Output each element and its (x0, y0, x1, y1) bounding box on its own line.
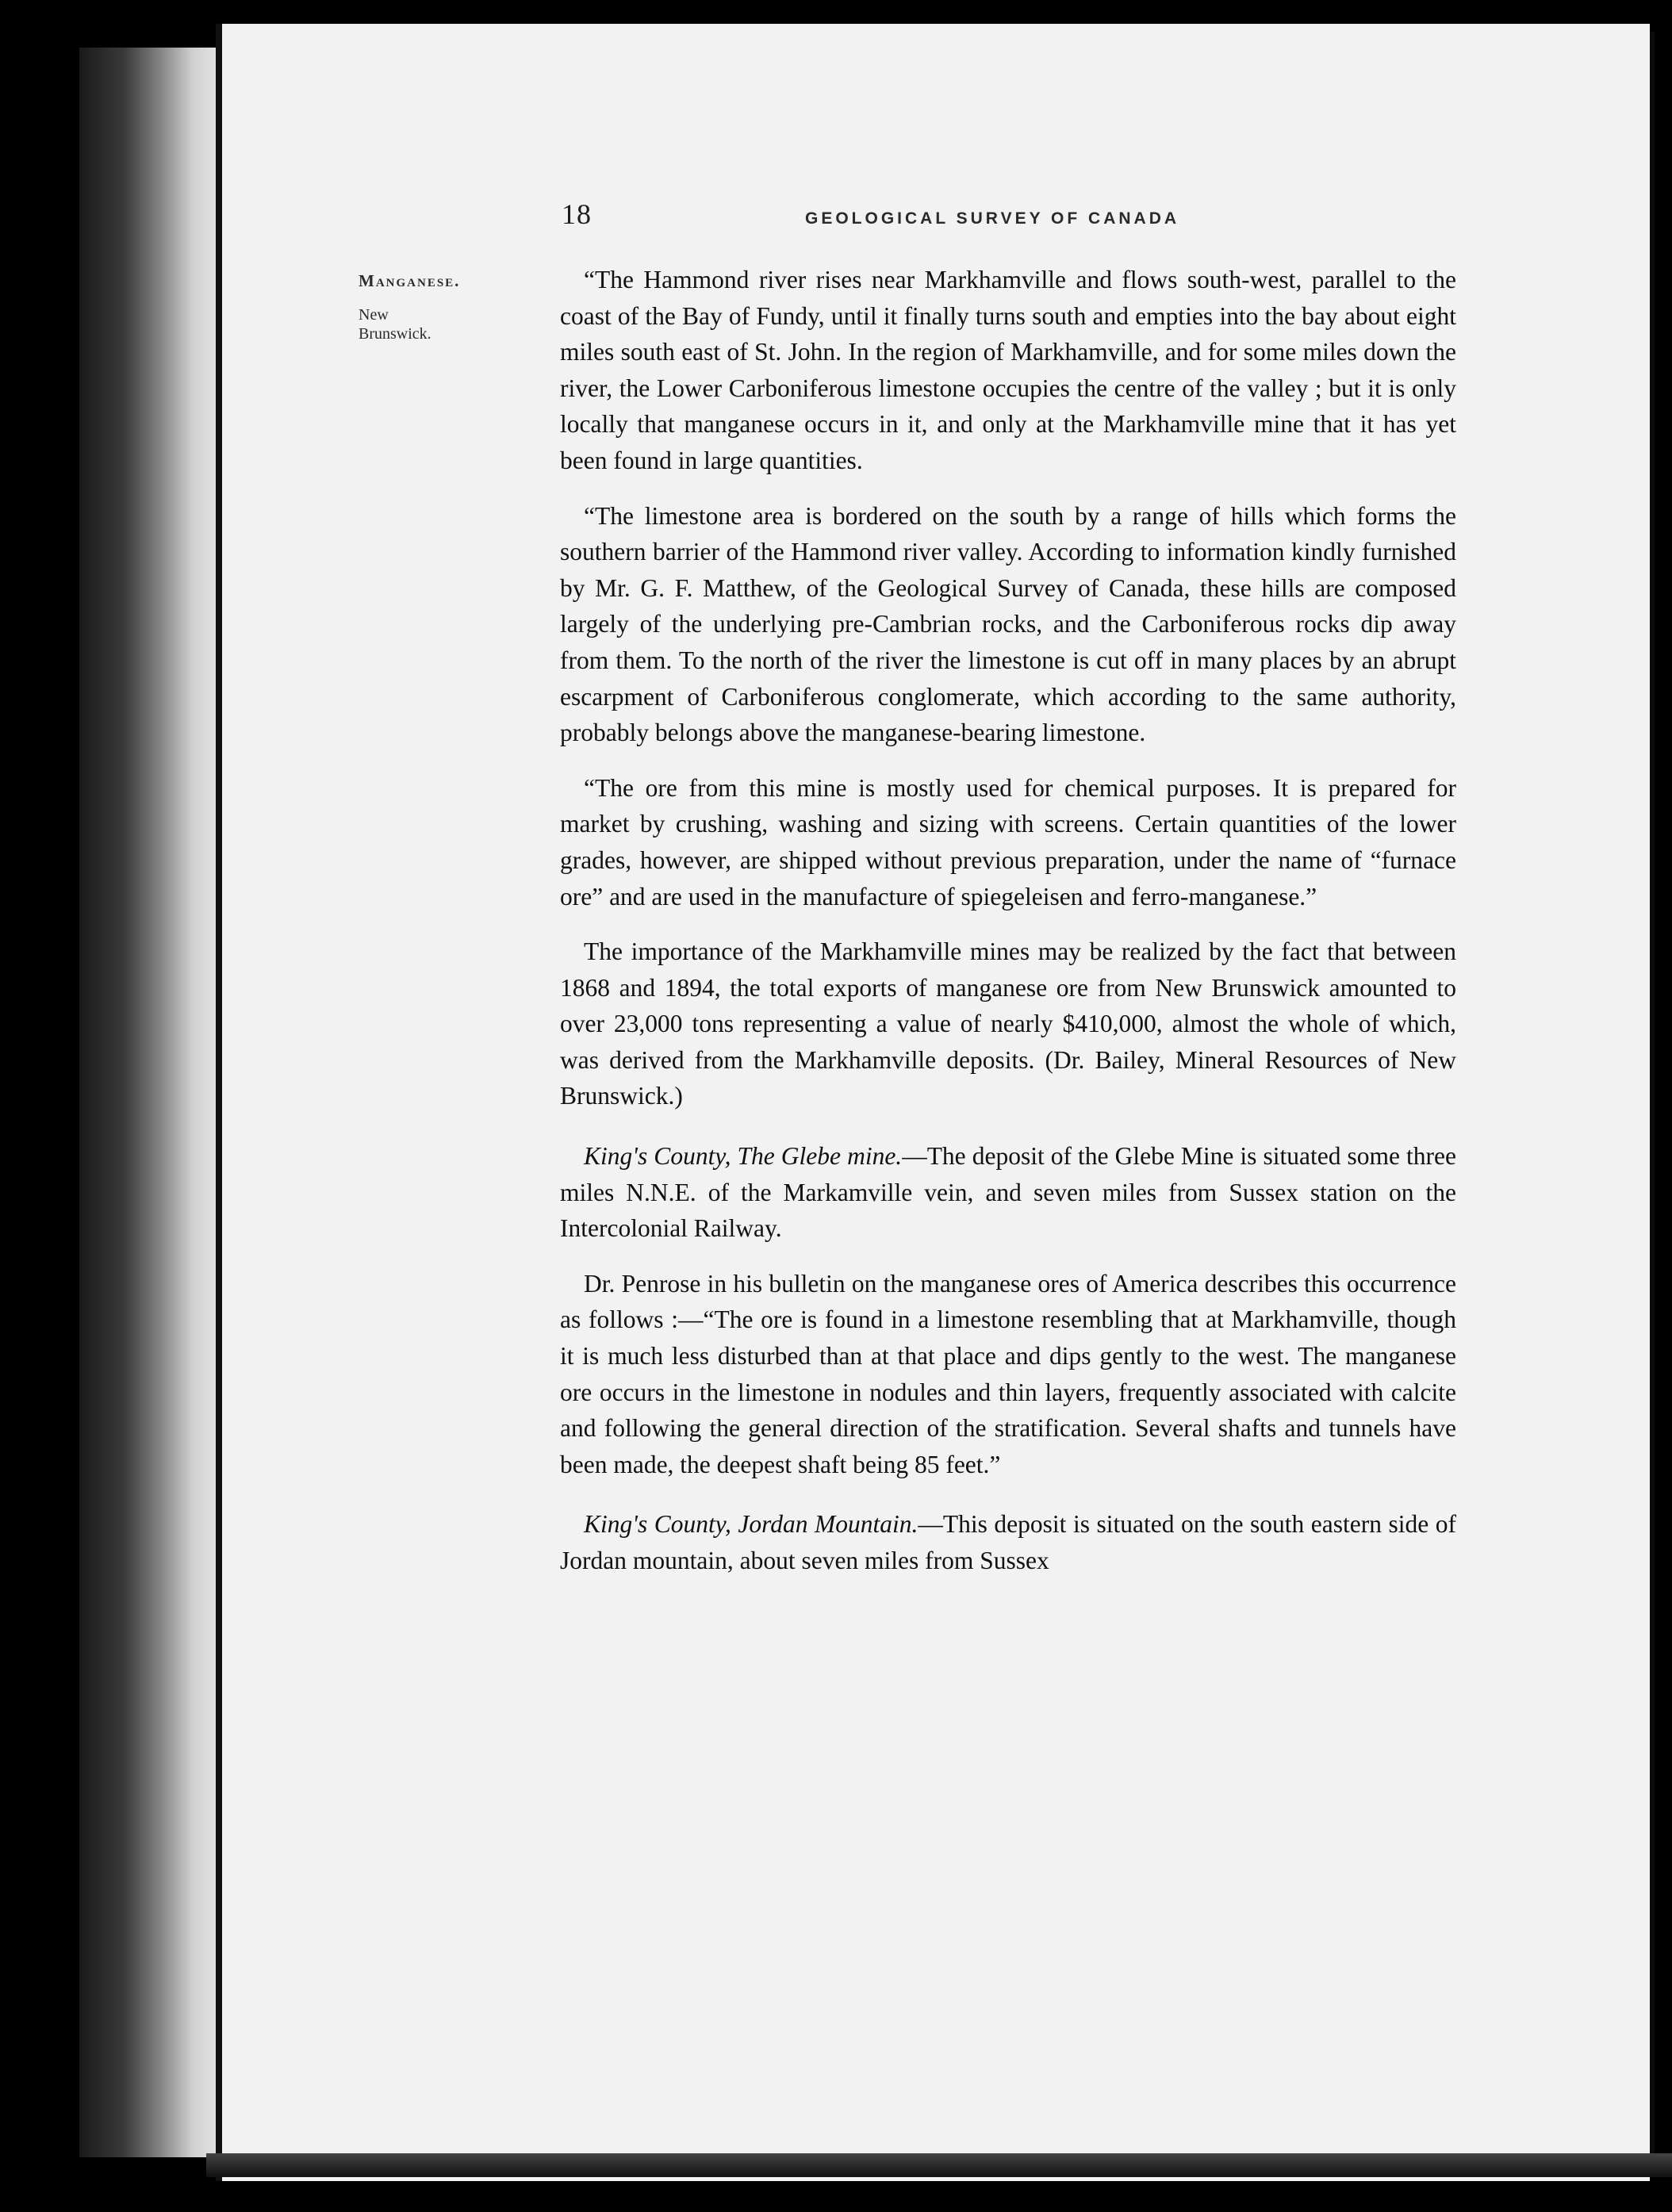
jordan-mountain-heading: King's County, Jordan Mountain. (584, 1510, 918, 1539)
paragraph-penrose: Dr. Penrose in his bulletin on the manganese ores of America describes this occurrence as follows :—“The ore is found in a limestone resembling that at Markhamville, though it is much less disturbed than at that place and dips gently to the west. The manganese ore occurs in the limestone in nodules and thin layers, frequently associated with calcite and following the general direction of the stratification. Several shafts and tunnels have been made, the deepest shaft being 85 feet.” (560, 1269, 1456, 1478)
margin-sidenote (359, 271, 541, 343)
scan-right-edge (1650, 32, 1655, 2173)
body-text (560, 262, 1456, 1598)
paragraph-glebe-mine (560, 1138, 1456, 1247)
paragraph-limestone-area: “The limestone area is bordered on the south by a range of hills which forms the southern barrier of the Hammond river valley. According to information kindly furnished by Mr. G. F. Matthew, of the Geological Survey of Canada, these hills are composed largely of the underlying pre-Cambrian rocks, and the Carboniferous rocks dip away from them. To the north of the river the limestone is cut off in many places by an abrupt escarpment of Carboniferous conglomerate, which according to the same authority, probably belongs above the manganese-bearing limestone. (560, 501, 1456, 747)
scan-bottom-edge (206, 2153, 1672, 2177)
paragraph-jordan-mountain (560, 1506, 1456, 1578)
sidenote-topic: Manganese. (359, 271, 461, 290)
page-number: 18 (562, 198, 592, 230)
paragraph-ore-usage: “The ore from this mine is mostly used for chemical purposes. It is prepared for market by crushing, washing and sizing with screens. Certain quantities of the lower grades, however, are shipped without previous preparation, under the name of “furnace ore” and are used in the manufacture of spiegeleisen and ferro-manganese.” (560, 773, 1456, 910)
book-binding-edge (79, 48, 230, 2157)
glebe-mine-heading: King's County, The Glebe mine. (584, 1142, 903, 1171)
glebe-mine-text: —The deposit of the Glebe Mine is situated some three miles N.N.E. of the Markamville vein, and seven miles from Sussex station on the Intercolonial Railway. (560, 1142, 1456, 1243)
jordan-mountain-text: —This deposit is situated on the south eastern side of Jordan mountain, about seven miles from Sussex (560, 1510, 1457, 1574)
paragraph-hammond-river: “The Hammond river rises near Markhamville and flows south-west, parallel to the coast of the Bay of Fundy, until it finally turns south and empties into the bay about eight miles south east of St. John. In the region of Markhamville, and for some miles down the river, the Lower Carboniferous limestone occupies the centre of the valley ; but it is only locally that manganese occurs in it, and only at the Markhamville mine that it has yet been found in large quantities. (560, 266, 1456, 474)
paragraph-exports: The importance of the Markhamville mines may be realized by the fact that between 1868 and 1894, the total exports of manganese ore from New Brunswick amounted to over 23,000 tons representing a value of nearly $410,000, almost the whole of which, was derived from the Markhamville deposits. (Dr. Bailey, Mineral Resources of New Brunswick.) (560, 937, 1456, 1110)
sidenote-location-line2: Brunswick. (359, 325, 431, 343)
running-title: GEOLOGICAL SURVEY OF CANADA (805, 209, 1180, 228)
sidenote-location-line1: New (359, 306, 389, 324)
